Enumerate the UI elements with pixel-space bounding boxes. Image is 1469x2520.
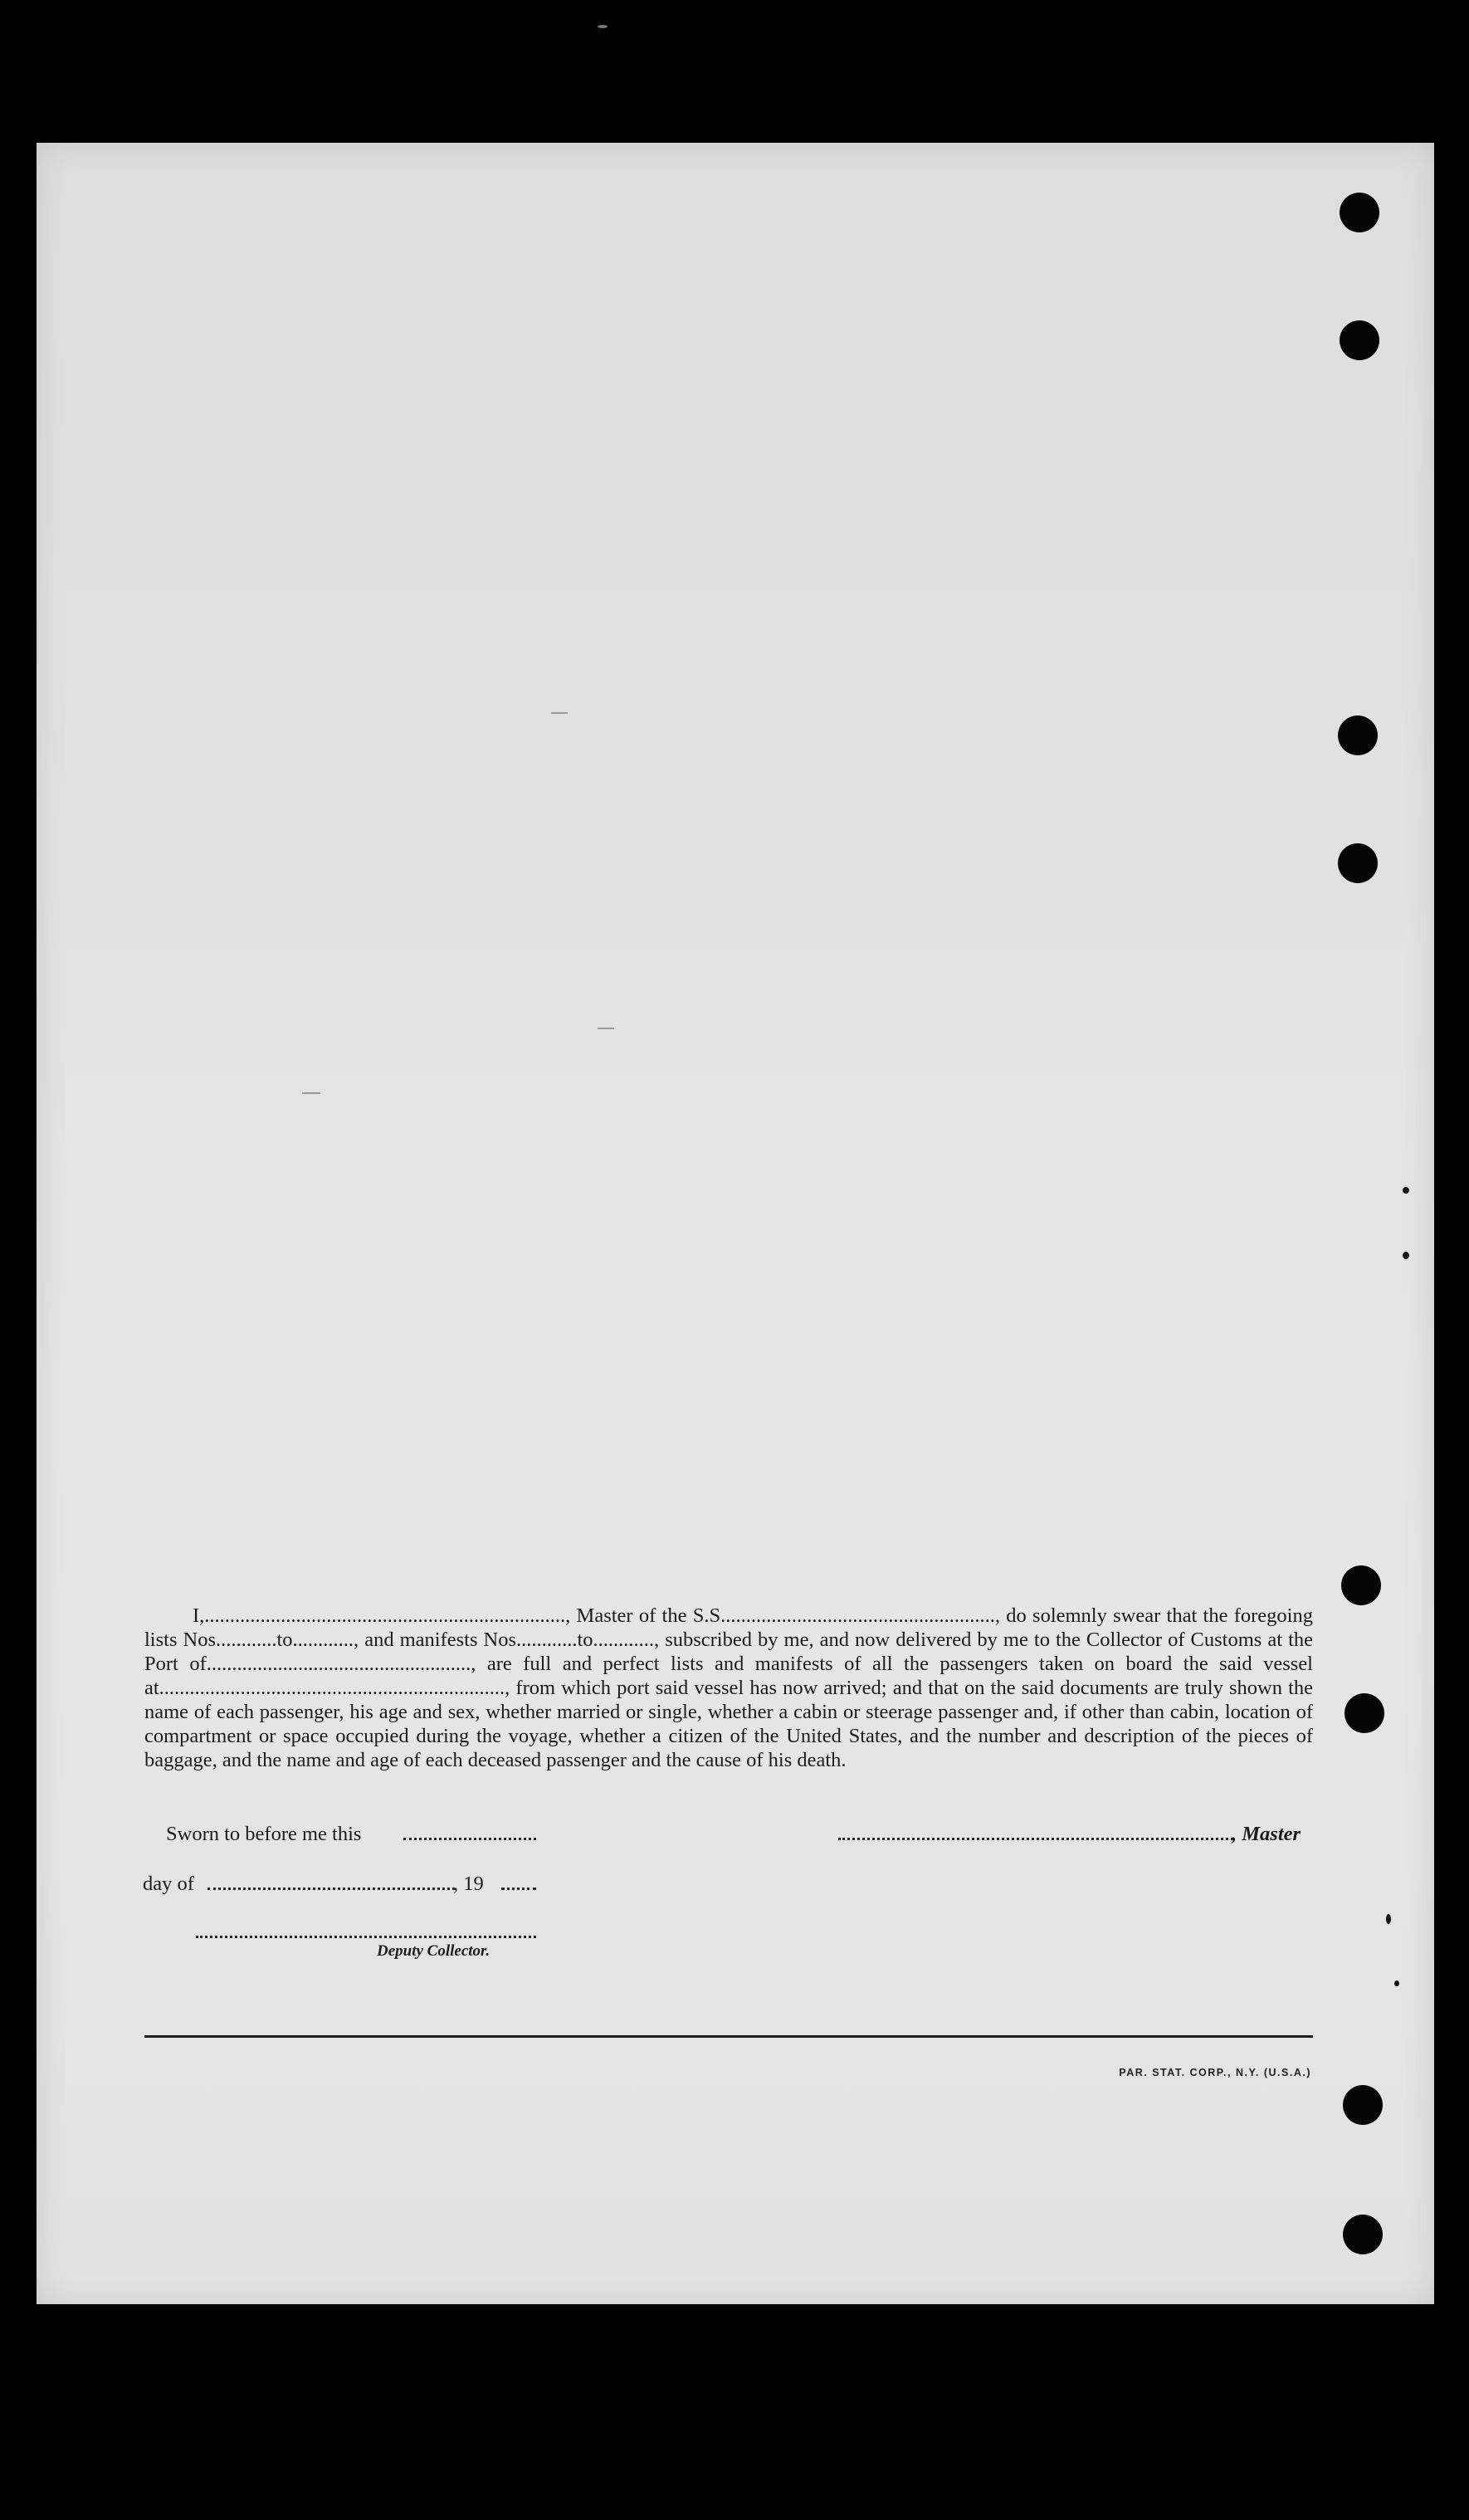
- punch-hole: [1340, 320, 1379, 360]
- punch-hole: [1338, 715, 1378, 755]
- master-signature-field[interactable]: [838, 1838, 1233, 1840]
- punch-hole: [1345, 1693, 1384, 1733]
- sworn-date-field[interactable]: [403, 1838, 536, 1840]
- footer-rule: [144, 2035, 1313, 2038]
- day-of-label: [143, 1873, 194, 1896]
- printer-imprint: PAR. STAT. CORP., N.Y. (U.S.A.): [1119, 2067, 1311, 2078]
- punch-hole: [1343, 2215, 1383, 2254]
- form-sheet: [37, 143, 1434, 2304]
- punch-hole: [1338, 843, 1378, 883]
- scan-speck: [1403, 1252, 1409, 1259]
- year-label: [453, 1873, 484, 1896]
- master-caption: [1232, 1823, 1301, 1846]
- scan-speck: [598, 25, 608, 28]
- deputy-collector-signature-field[interactable]: [196, 1936, 536, 1938]
- paper-mark: [551, 712, 568, 714]
- punch-hole: [1340, 193, 1379, 232]
- punch-hole: [1341, 1565, 1381, 1605]
- paper-mark: [302, 1092, 320, 1094]
- day-of-text: day of: [143, 1873, 194, 1895]
- paper-mark: [598, 1028, 614, 1029]
- scan-speck: [1394, 1980, 1399, 1986]
- deputy-collector-caption: Deputy Collector.: [377, 1942, 490, 1960]
- punch-hole: [1343, 2085, 1383, 2125]
- scan-speck: [1403, 1187, 1409, 1194]
- scan-speck: [1386, 1914, 1391, 1924]
- sworn-label-text: Sworn to before me this: [166, 1823, 362, 1845]
- year-text: , 19: [453, 1873, 484, 1895]
- master-oath-declaration: I,......................................................................., Master of the S.S......................................................, do solemnly swear that the foregoing lists Nos............to............, and manifests Nos............to............, subscribed by me, and now delivered by me to the Collector of Customs at the Port of...................................................., are full and perfect lists and manifests of all the passengers taken on board the said vessel at...................................................................., from which port said vessel has now arrived; and that on the said documents are truly shown the name of each passenger, his age and sex, whether married or single, whether a cabin or steerage passenger and, if other than cabin, location of compartment or space occupied during the voyage, whether a citizen of the United States, and the number and description of the pieces of baggage, and the name and age of each deceased passenger and the cause of his death.: [144, 1604, 1313, 1771]
- sworn-label: [166, 1823, 361, 1846]
- year-field[interactable]: [501, 1888, 536, 1890]
- day-of-field[interactable]: [207, 1888, 455, 1890]
- master-caption-text: , Master: [1232, 1823, 1301, 1845]
